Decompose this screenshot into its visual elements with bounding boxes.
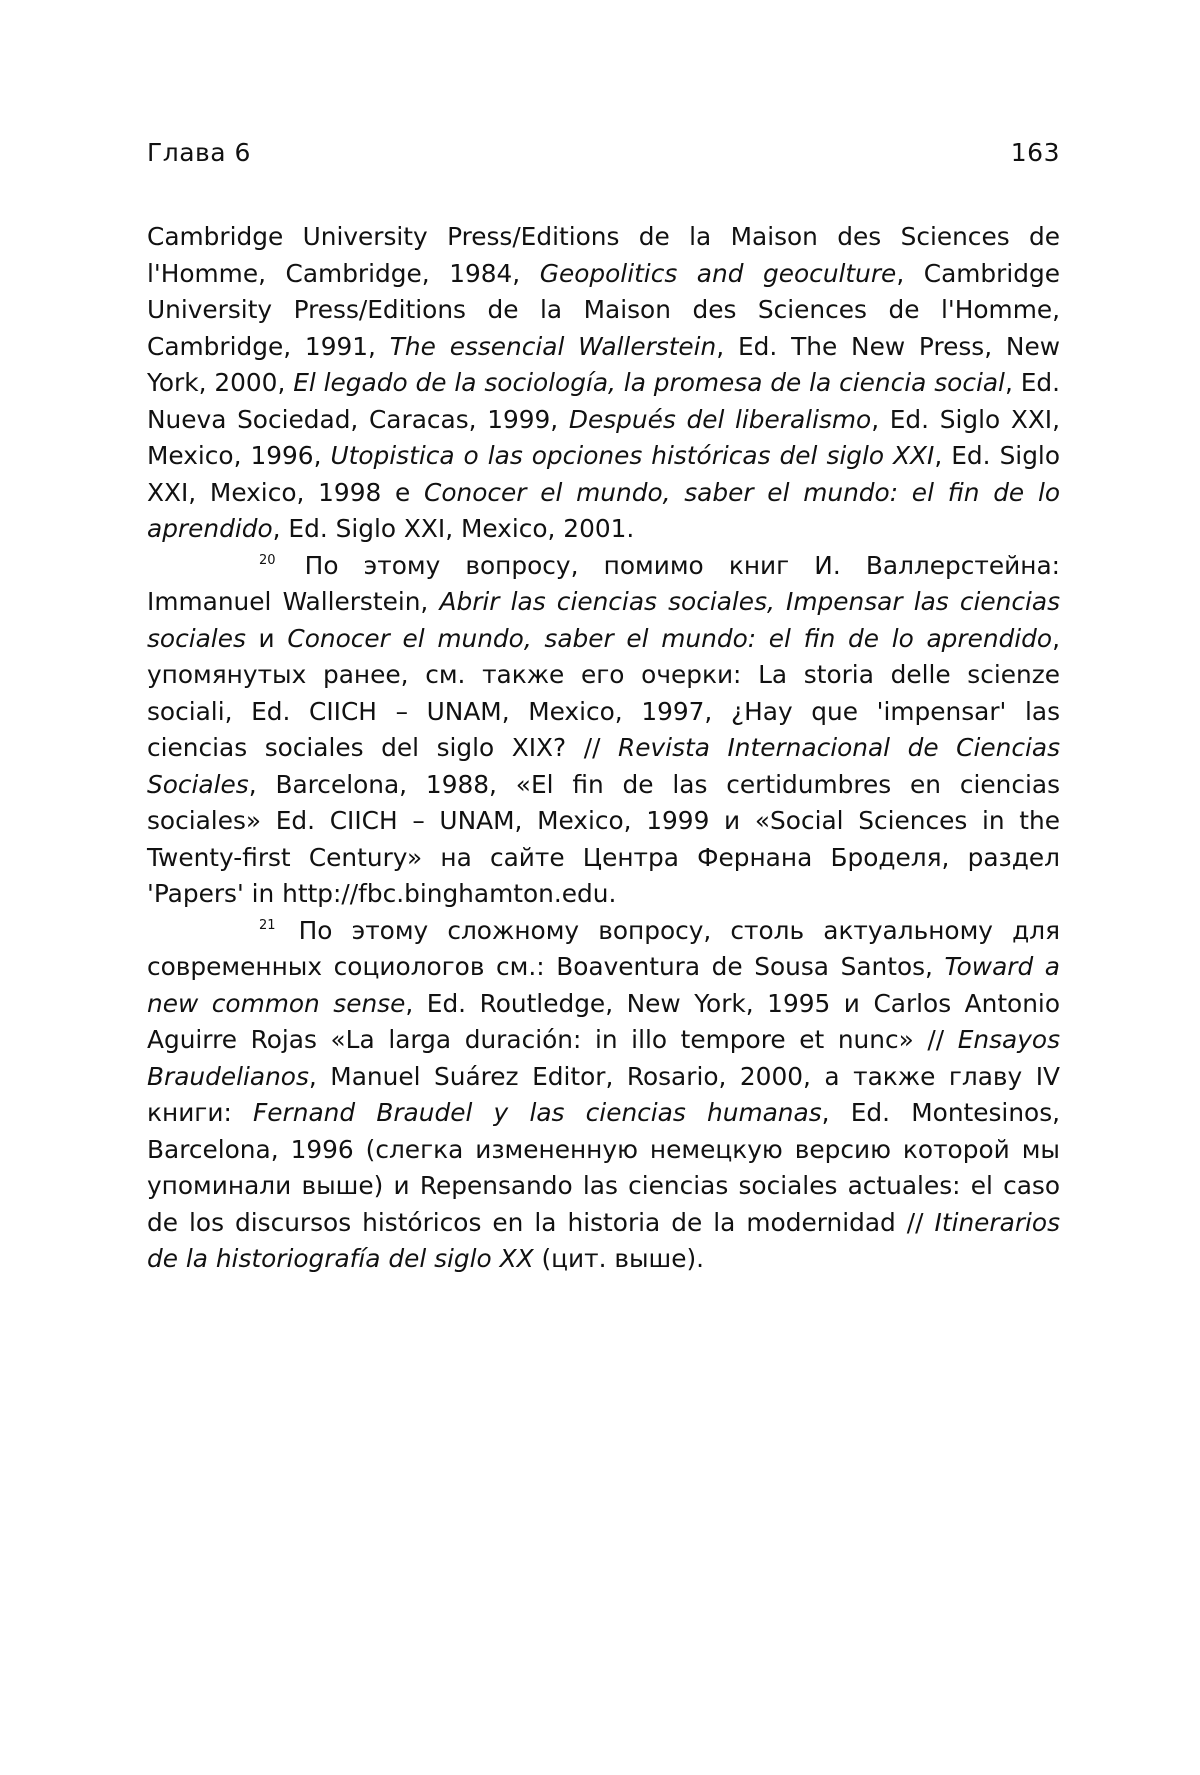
italic-title: Fernand Braudel y las ciencias humanas	[253, 1098, 822, 1127]
footnote-number: 21	[259, 918, 276, 934]
italic-title: Ensayos Braudelianos	[147, 1025, 1060, 1091]
italic-title: Utopistica o las opciones históricas del siglo XXI	[330, 441, 935, 470]
footnote-20-text: По этому вопросу, помимо книг И. Валлерстейна: Immanuel Wallerstein, Abrir las ciencias sociales, Impensar las ciencias sociales и Conocer el mundo, saber el mundo: el fin de lo aprendido, упомянутых ранее, см. также его очерки: La storia delle scienze sociali, Ed. CIICH – UNAM, Mexico, 1997, ¿Hay que 'impensar' las ciencias sociales del siglo XIX? // Revista Internacional de Ciencias Sociales, Barcelona, 1988, «El fin de las certidumbres en ciencias sociales» Ed. CIICH – UNAM, Mexico, 1999 и «Social Sciences in the Twenty-first Century» на сайте Центра Фернана Броделя, раздел 'Papers' in http://fbc.binghamton.edu.	[147, 550, 1060, 908]
footnote-number: 20	[259, 553, 276, 569]
page-number: 163	[1010, 138, 1060, 167]
book-page	[147, 138, 1060, 1278]
footnote-21-text: По этому сложному вопросу, столь актуальному для современных социологов см.: Boaventura de Sousa Santos, Toward a new common sense, Ed. Routledge, New York, 1995 и Carlos Antonio Aguirre Rojas «La larga duración: in illo tempore et nunc» // Ensayos Braudelianos, Manuel Suárez Editor, Rosario, 2000, а также главу IV книги: Fernand Braudel y las ciencias humanas, Ed. Montesinos, Barcelona, 1996 (слегка измененную немецкую версию которой мы упоминали выше) и Repensando las ciencias sociales actuales: el caso de los discursos históricos en la historia de la modernidad // Itinerarios de la historiografía del siglo XX (цит. выше).	[147, 915, 1061, 1273]
footnote-continuation: Cambridge University Press/Editions de la Maison des Sciences de l'Homme, Cambridge, 1984, Geopolitics and geoculture, Cambridge University Press/Editions de la Maison des Sciences de l'Homme, Cambridge, 1991, The essencial Wallerstein, Ed. The New Press, New York, 2000, El legado de la sociología, la promesa de la ciencia social, Ed. Nueva Sociedad, Caracas, 1999, Después del liberalismo, Ed. Siglo XXI, Mexico, 1996, Utopistica o las opciones históricas del siglo XXI, Ed. Siglo XXI, Mexico, 1998 e Conocer el mundo, saber el mundo: el fin de lo aprendido, Ed. Siglo XXI, Mexico, 2001.	[147, 222, 1061, 543]
italic-title: Itinerarios de la historiografía del siglo XX	[147, 1207, 1060, 1273]
running-head	[147, 138, 1060, 167]
italic-title: Después del liberalismo	[568, 404, 872, 434]
italic-title: El legado de la sociología, la promesa de la ciencia social	[293, 368, 1005, 397]
italic-title: Geopolitics and geoculture	[539, 258, 897, 288]
italic-title: Conocer el mundo, saber el mundo: el fin de lo aprendido	[287, 623, 1053, 653]
footnote-20	[147, 548, 1060, 913]
italic-title: Revista Internacional de Ciencias Sociales	[147, 733, 1060, 799]
chapter-title: Глава 6	[147, 138, 251, 167]
italic-title: The essencial Wallerstein	[389, 331, 717, 361]
italic-title: Abrir las ciencias sociales, Impensar las ciencias sociales	[147, 587, 1060, 653]
footnote-21	[147, 913, 1060, 1278]
italic-title: Toward a new common sense	[147, 952, 1060, 1018]
italic-title: Conocer el mundo, saber el mundo: el fin de lo aprendido	[147, 477, 1060, 543]
